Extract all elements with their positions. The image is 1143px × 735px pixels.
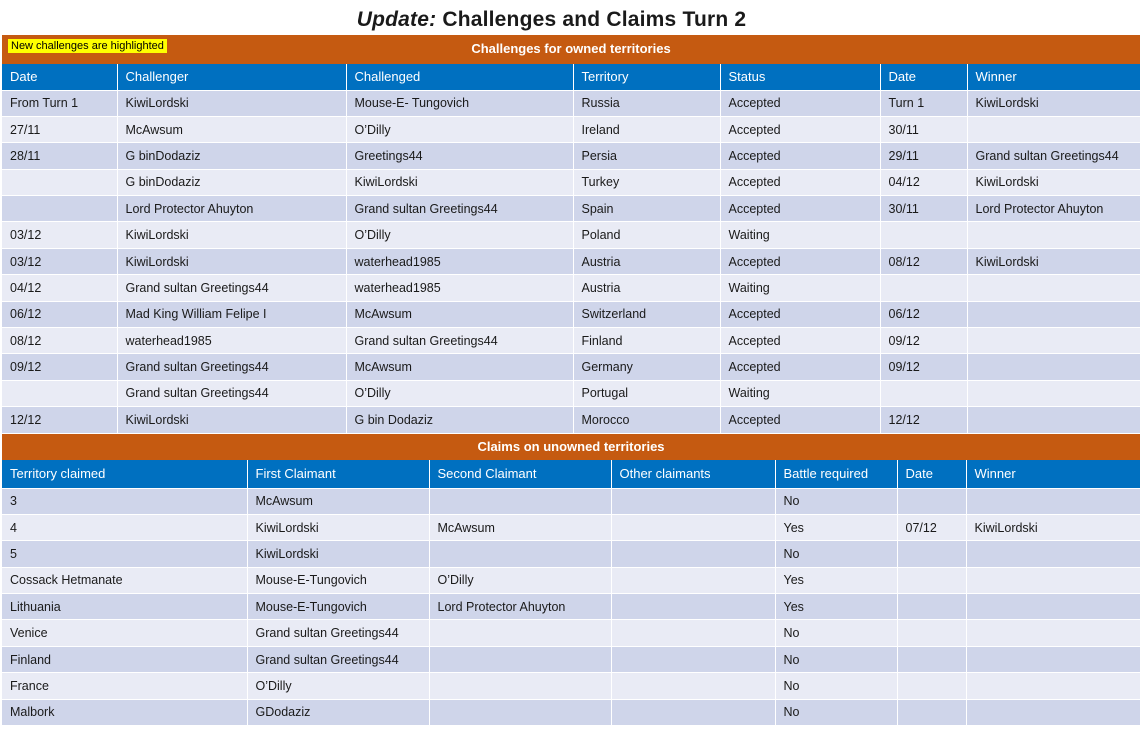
claims-column-header: Second Claimant [429,460,611,488]
claims-cell: Venice [2,620,247,646]
claims-column-header: First Claimant [247,460,429,488]
challenges-cell: From Turn 1 [2,90,117,116]
challenges-cell: KiwiLordski [967,248,1140,274]
challenges-cell: Ireland [573,116,720,142]
claims-cell: Yes [775,514,897,540]
claims-cell [611,514,775,540]
challenges-cell: 09/12 [880,354,967,380]
claims-cell [966,620,1140,646]
challenges-cell: KiwiLordski [967,90,1140,116]
challenges-cell: 28/11 [2,143,117,169]
claims-cell [611,646,775,672]
challenges-cell [967,380,1140,406]
challenges-table [2,64,1141,434]
claims-section-header [2,434,1140,460]
title-text: Challenges and Claims Turn 2 [436,8,747,31]
challenges-cell: O’Dilly [346,380,573,406]
claims-cell [611,594,775,620]
claims-header-row [2,460,1140,488]
challenges-cell: 12/12 [880,407,967,433]
claims-cell: Grand sultan Greetings44 [247,646,429,672]
challenges-row [2,222,1140,248]
challenges-cell: KiwiLordski [967,169,1140,195]
claims-row [2,673,1140,699]
claims-cell: KiwiLordski [247,541,429,567]
claims-cell: O’Dilly [429,567,611,593]
challenges-cell [967,116,1140,142]
challenges-cell: Austria [573,248,720,274]
challenges-cell: Accepted [720,407,880,433]
claims-cell: No [775,699,897,725]
claims-column-header: Battle required [775,460,897,488]
challenges-row [2,407,1140,433]
challenges-row [2,143,1140,169]
challenges-cell: Portugal [573,380,720,406]
challenges-cell: Turkey [573,169,720,195]
claims-cell: Yes [775,567,897,593]
challenges-cell: McAwsum [117,116,346,142]
claims-row [2,620,1140,646]
claims-cell: 5 [2,541,247,567]
challenges-cell: Germany [573,354,720,380]
challenges-cell: Accepted [720,248,880,274]
challenges-cell: Greetings44 [346,143,573,169]
claims-cell [429,646,611,672]
challenges-cell: Switzerland [573,301,720,327]
challenges-cell: McAwsum [346,354,573,380]
challenges-column-header: Winner [967,64,1140,90]
claims-cell [966,567,1140,593]
challenges-cell: Grand sultan Greetings44 [967,143,1140,169]
claims-cell [897,567,966,593]
claims-cell [611,541,775,567]
challenges-cell: Finland [573,328,720,354]
challenges-cell: 09/12 [880,328,967,354]
claims-cell: 4 [2,514,247,540]
challenges-cell: Accepted [720,116,880,142]
challenges-cell: 04/12 [880,169,967,195]
claims-cell [611,567,775,593]
challenges-cell: 12/12 [2,407,117,433]
claims-row [2,567,1140,593]
challenges-column-header: Status [720,64,880,90]
highlight-note: New challenges are highlighted [8,39,167,53]
challenges-cell: McAwsum [346,301,573,327]
challenges-cell [967,328,1140,354]
claims-cell: O’Dilly [247,673,429,699]
challenges-cell: 06/12 [880,301,967,327]
title-prefix: Update: [356,8,437,31]
challenges-cell: 08/12 [2,328,117,354]
challenges-cell: 04/12 [2,275,117,301]
challenges-row [2,248,1140,274]
challenges-cell: 03/12 [2,222,117,248]
challenges-cell: Russia [573,90,720,116]
claims-cell [897,646,966,672]
claims-cell: Lord Protector Ahuyton [429,594,611,620]
challenges-row [2,328,1140,354]
challenges-row [2,196,1140,222]
challenges-cell: KiwiLordski [117,222,346,248]
claims-table [2,460,1141,726]
claims-cell: 07/12 [897,514,966,540]
challenges-cell [2,169,117,195]
challenges-row [2,380,1140,406]
claims-cell: KiwiLordski [966,514,1140,540]
claims-cell: Yes [775,594,897,620]
challenges-column-header: Territory [573,64,720,90]
claims-cell: McAwsum [429,514,611,540]
claims-cell: McAwsum [247,488,429,514]
challenges-cell: 30/11 [880,116,967,142]
claims-cell [966,699,1140,725]
challenges-cell: Grand sultan Greetings44 [117,354,346,380]
challenges-cell: O’Dilly [346,116,573,142]
claims-column-header: Date [897,460,966,488]
claims-cell: Mouse-E-Tungovich [247,594,429,620]
claims-row [2,541,1140,567]
challenges-cell: Accepted [720,169,880,195]
claims-cell [611,673,775,699]
challenges-cell: Accepted [720,196,880,222]
challenges-cell: Persia [573,143,720,169]
challenges-cell: G bin Dodaziz [346,407,573,433]
claims-cell [429,541,611,567]
claims-cell [966,488,1140,514]
claims-cell [429,699,611,725]
challenges-cell: Grand sultan Greetings44 [117,380,346,406]
challenges-column-header: Challenger [117,64,346,90]
claims-cell: No [775,673,897,699]
claims-row [2,594,1140,620]
challenges-cell [967,222,1140,248]
challenges-cell: Accepted [720,354,880,380]
challenges-cell: 09/12 [2,354,117,380]
challenges-cell [2,196,117,222]
challenges-cell: Turn 1 [880,90,967,116]
claims-cell [897,673,966,699]
claims-column-header: Territory claimed [2,460,247,488]
claims-cell [611,699,775,725]
challenges-cell [967,275,1140,301]
challenges-header-row [2,64,1140,90]
challenges-cell: Grand sultan Greetings44 [117,275,346,301]
challenges-cell: Lord Protector Ahuyton [967,196,1140,222]
claims-cell [611,620,775,646]
claims-cell [897,594,966,620]
claims-cell [429,488,611,514]
challenges-cell: Spain [573,196,720,222]
challenges-column-header: Date [2,64,117,90]
challenges-section-header [2,35,1140,64]
challenges-row [2,169,1140,195]
challenges-cell [2,380,117,406]
claims-cell: GDodaziz [247,699,429,725]
challenges-row [2,275,1140,301]
claims-row [2,514,1140,540]
challenges-cell: Morocco [573,407,720,433]
challenges-cell: waterhead1985 [117,328,346,354]
page-title [0,8,1103,32]
claims-cell: France [2,673,247,699]
challenges-cell: Lord Protector Ahuyton [117,196,346,222]
challenges-row [2,301,1140,327]
challenges-cell: 30/11 [880,196,967,222]
challenges-cell: Austria [573,275,720,301]
challenges-cell: Waiting [720,380,880,406]
claims-cell: Grand sultan Greetings44 [247,620,429,646]
claims-cell [966,646,1140,672]
claims-cell [897,620,966,646]
challenges-column-header: Challenged [346,64,573,90]
challenges-cell: 27/11 [2,116,117,142]
challenges-cell [967,354,1140,380]
claims-cell [897,699,966,725]
claims-cell: Finland [2,646,247,672]
challenges-row [2,90,1140,116]
challenges-cell: G binDodaziz [117,169,346,195]
challenges-cell: 29/11 [880,143,967,169]
claims-cell: KiwiLordski [247,514,429,540]
claims-cell [897,541,966,567]
challenges-cell: Poland [573,222,720,248]
challenges-cell [967,407,1140,433]
challenges-cell: waterhead1985 [346,248,573,274]
claims-heading: Claims on unowned territories [477,439,665,454]
claims-cell [966,541,1140,567]
challenges-cell: Accepted [720,301,880,327]
claims-cell: No [775,488,897,514]
challenges-cell: KiwiLordski [346,169,573,195]
challenges-cell: G binDodaziz [117,143,346,169]
challenges-cell: Mad King William Felipe I [117,301,346,327]
challenges-cell: Mouse-E- Tungovich [346,90,573,116]
challenges-cell [967,301,1140,327]
challenges-cell: Accepted [720,143,880,169]
challenges-cell: 03/12 [2,248,117,274]
claims-cell: Malbork [2,699,247,725]
claims-row [2,646,1140,672]
claims-cell: 3 [2,488,247,514]
challenges-cell [880,222,967,248]
challenges-cell: O’Dilly [346,222,573,248]
challenges-cell: KiwiLordski [117,407,346,433]
claims-cell [966,594,1140,620]
challenges-cell: KiwiLordski [117,90,346,116]
challenges-cell: waterhead1985 [346,275,573,301]
claims-cell [429,620,611,646]
challenges-row [2,116,1140,142]
claims-cell: Mouse-E-Tungovich [247,567,429,593]
challenges-cell [880,380,967,406]
challenges-column-header: Date [880,64,967,90]
challenges-cell [880,275,967,301]
claims-cell: Cossack Hetmanate [2,567,247,593]
challenges-cell: Grand sultan Greetings44 [346,196,573,222]
challenges-cell: KiwiLordski [117,248,346,274]
claims-cell [966,673,1140,699]
challenges-cell: 06/12 [2,301,117,327]
challenges-cell: 08/12 [880,248,967,274]
claims-cell [897,488,966,514]
claims-column-header: Other claimants [611,460,775,488]
challenges-cell: Accepted [720,90,880,116]
claims-row [2,488,1140,514]
claims-column-header: Winner [966,460,1140,488]
claims-cell: No [775,620,897,646]
challenges-cell: Waiting [720,222,880,248]
challenges-cell: Grand sultan Greetings44 [346,328,573,354]
challenges-cell: Accepted [720,328,880,354]
challenges-row [2,354,1140,380]
claims-cell: No [775,541,897,567]
challenges-heading: Challenges for owned territories [471,41,671,56]
claims-row [2,699,1140,725]
claims-cell [611,488,775,514]
challenges-cell: Waiting [720,275,880,301]
claims-cell: Lithuania [2,594,247,620]
claims-cell [429,673,611,699]
claims-cell: No [775,646,897,672]
